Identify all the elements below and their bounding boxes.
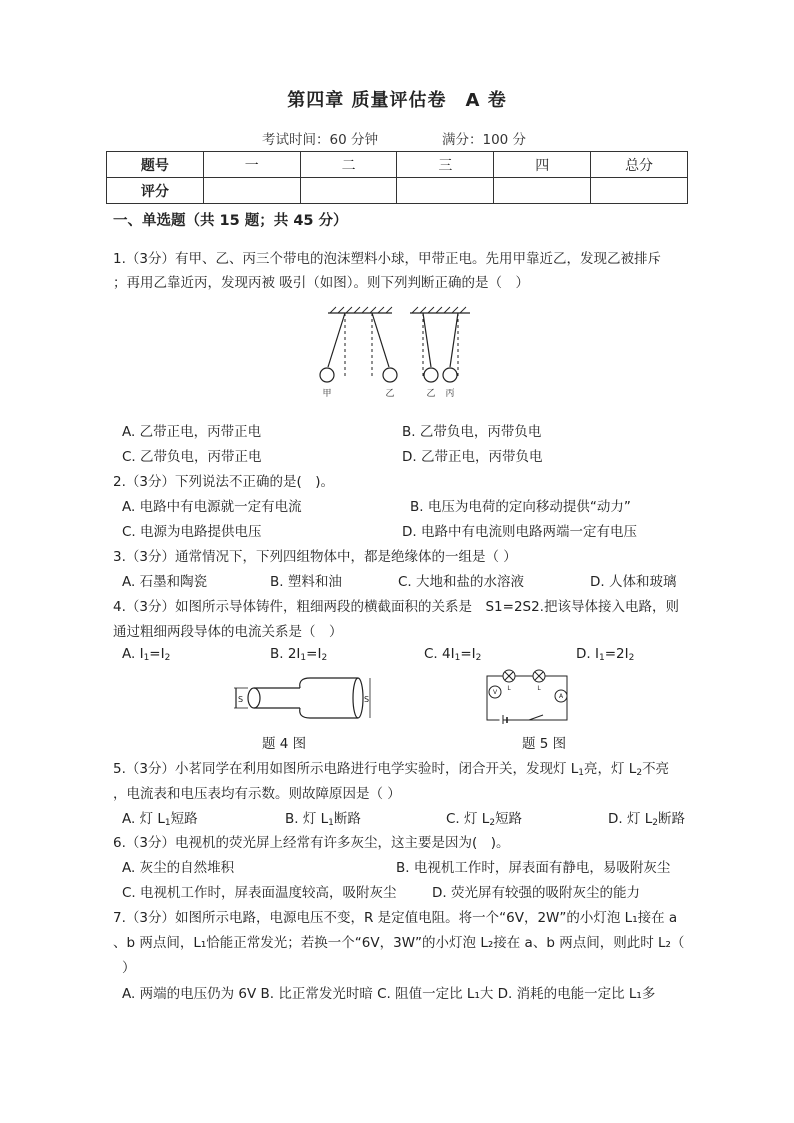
q5-option-d[interactable]: D. 灯 $L_2$断路 (608, 811, 686, 828)
q1-option-c[interactable]: C. 乙带负电，丙带正电 (122, 449, 262, 465)
q4-stem-line2: 通过粗细两段导体的电流关系是（ ） (113, 624, 343, 640)
q4-conductor-figure (230, 674, 376, 724)
row-label: 评分 (107, 178, 204, 204)
q1-label-yi-2: 乙 (426, 389, 436, 399)
q1-option-a[interactable]: A. 乙带正电，丙带正电 (122, 424, 262, 440)
q5-voltmeter-label: V (492, 689, 498, 696)
q4-option-c[interactable]: C. $4I_1=I_2$ (424, 646, 482, 663)
header-cell: 题号 (107, 152, 204, 178)
score-cell[interactable] (203, 178, 300, 204)
header-cell: 三 (397, 152, 494, 178)
q7-stem-line3: ） (122, 960, 136, 976)
q4-option-a[interactable]: A. $I_1=I_2$ (122, 646, 171, 663)
q3-option-d[interactable]: D. 人体和玻璃 (590, 574, 677, 590)
q3-option-c[interactable]: C. 大地和盐的水溶液 (398, 574, 525, 590)
q2-option-a[interactable]: A. 电路中有电源就一定有电流 (122, 499, 302, 515)
q1-label-yi: 乙 (385, 389, 395, 399)
q7-stem-line1: 7.（3分）如图所示电路，电源电压不变，R 是定值电阻。将一个“6V，2W”的小灯泡 L₁接在 a (113, 910, 678, 926)
q6-option-c[interactable]: C. 电视机工作时，屏表面温度较高，吸附灰尘 (122, 885, 397, 901)
q1-stem-line1: 1.（3分）有甲、乙、丙三个带电的泡沫塑料小球，甲带正电。先用甲靠近乙，发现乙被排斥 (113, 251, 661, 267)
q2-option-b[interactable]: B. 电压为电荷的定向移动提供“动力” (410, 499, 631, 515)
score-cell[interactable] (494, 178, 591, 204)
q6-option-d[interactable]: D. 荧光屏有较强的吸附灰尘的能力 (432, 885, 640, 901)
fig4-caption: 题 4 图 (262, 736, 307, 752)
q2-stem: 2.（3分）下列说法不正确的是( )。 (113, 474, 335, 490)
q5-option-a[interactable]: A. 灯 $L_1$短路 (122, 811, 198, 828)
q2-option-c[interactable]: C. 电源为电路提供电压 (122, 524, 262, 540)
q6-option-b[interactable]: B. 电视机工作时，屏表面有静电，易吸附灰尘 (396, 860, 671, 876)
q5-option-b[interactable]: B. 灯 $L_1$断路 (285, 811, 361, 828)
q4-label-s1: S (364, 695, 370, 704)
q4-label-s2: S (238, 695, 244, 704)
exam-time: 考试时间：60 分钟 (262, 132, 378, 148)
fig5-caption: 题 5 图 (522, 736, 567, 752)
header-cell: 二 (300, 152, 397, 178)
q3-option-a[interactable]: A. 石墨和陶瓷 (122, 574, 208, 590)
q1-label-jia: 甲 (322, 389, 332, 399)
header-cell: 一 (203, 152, 300, 178)
q1-pendulum-figure (300, 305, 500, 400)
q5-lamp2-label: L (537, 685, 541, 692)
header-cell: 总分 (591, 152, 688, 178)
q5-lamp1-label: L (507, 685, 511, 692)
q7-stem-line2: 、b 两点间，L₁恰能正常发光；若换一个“6V，3W”的小灯泡 L₂接在 a、b 两点间，则此时 L₂（ (113, 935, 685, 951)
q6-option-a[interactable]: A. 灰尘的自然堆积 (122, 860, 235, 876)
q7-options[interactable]: A. 两端的电压仍为 6V B. 比正常发光时暗 C. 阻值一定比 L₁大 D. 消耗的电能一定比 L₁多 (122, 986, 656, 1002)
score-table-header-row (107, 152, 688, 178)
q3-option-b[interactable]: B. 塑料和油 (270, 574, 342, 590)
section-title: 一、单选题（共 15 题；共 45 分） (113, 213, 348, 229)
full-score: 满分：100 分 (442, 132, 527, 148)
q1-option-b[interactable]: B. 乙带负电，丙带负电 (402, 424, 542, 440)
page-title: 第四章 质量评估卷 A 卷 (287, 90, 507, 111)
score-table-score-row (107, 178, 688, 204)
q1-stem-line2: ；再用乙靠近丙，发现丙被 吸引（如图）。则下列判断正确的是（ ） (113, 275, 530, 291)
q4-stem-line1: 4.（3分）如图所示导体铸件，粗细两段的横截面积的关系是 S1=2S2.把该导体接入电路，则 (113, 599, 679, 615)
q5-stem-line1: 5.（3分）小茗同学在利用如图所示电路进行电学实验时，闭合开关，发现灯 $L_1$亮，灯 $L_2$不亮 (113, 761, 670, 778)
score-cell[interactable] (397, 178, 494, 204)
q5-ammeter-label: A (558, 693, 564, 700)
score-table (106, 151, 688, 204)
q2-option-d[interactable]: D. 电路中有电流则电路两端一定有电压 (402, 524, 637, 540)
q1-label-bing: 丙 (445, 389, 455, 399)
score-cell[interactable] (591, 178, 688, 204)
header-cell: 四 (494, 152, 591, 178)
score-cell[interactable] (300, 178, 397, 204)
q6-stem: 6.（3分）电视机的荧光屏上经常有许多灰尘，这主要是因为( )。 (113, 835, 510, 851)
q4-option-b[interactable]: B. $2I_1=I_2$ (270, 646, 328, 663)
q5-circuit-figure (473, 668, 578, 724)
q5-option-c[interactable]: C. 灯 $L_2$短路 (446, 811, 523, 828)
q3-stem: 3.（3分）通常情况下，下列四组物体中，都是绝缘体的一组是（ ） (113, 549, 517, 565)
q5-stem-line2: ，电流表和电压表均有示数。则故障原因是（ ） (113, 786, 401, 802)
q1-option-d[interactable]: D. 乙带正电，丙带负电 (402, 449, 543, 465)
q4-option-d[interactable]: D. $I_1=2I_2$ (576, 646, 635, 663)
